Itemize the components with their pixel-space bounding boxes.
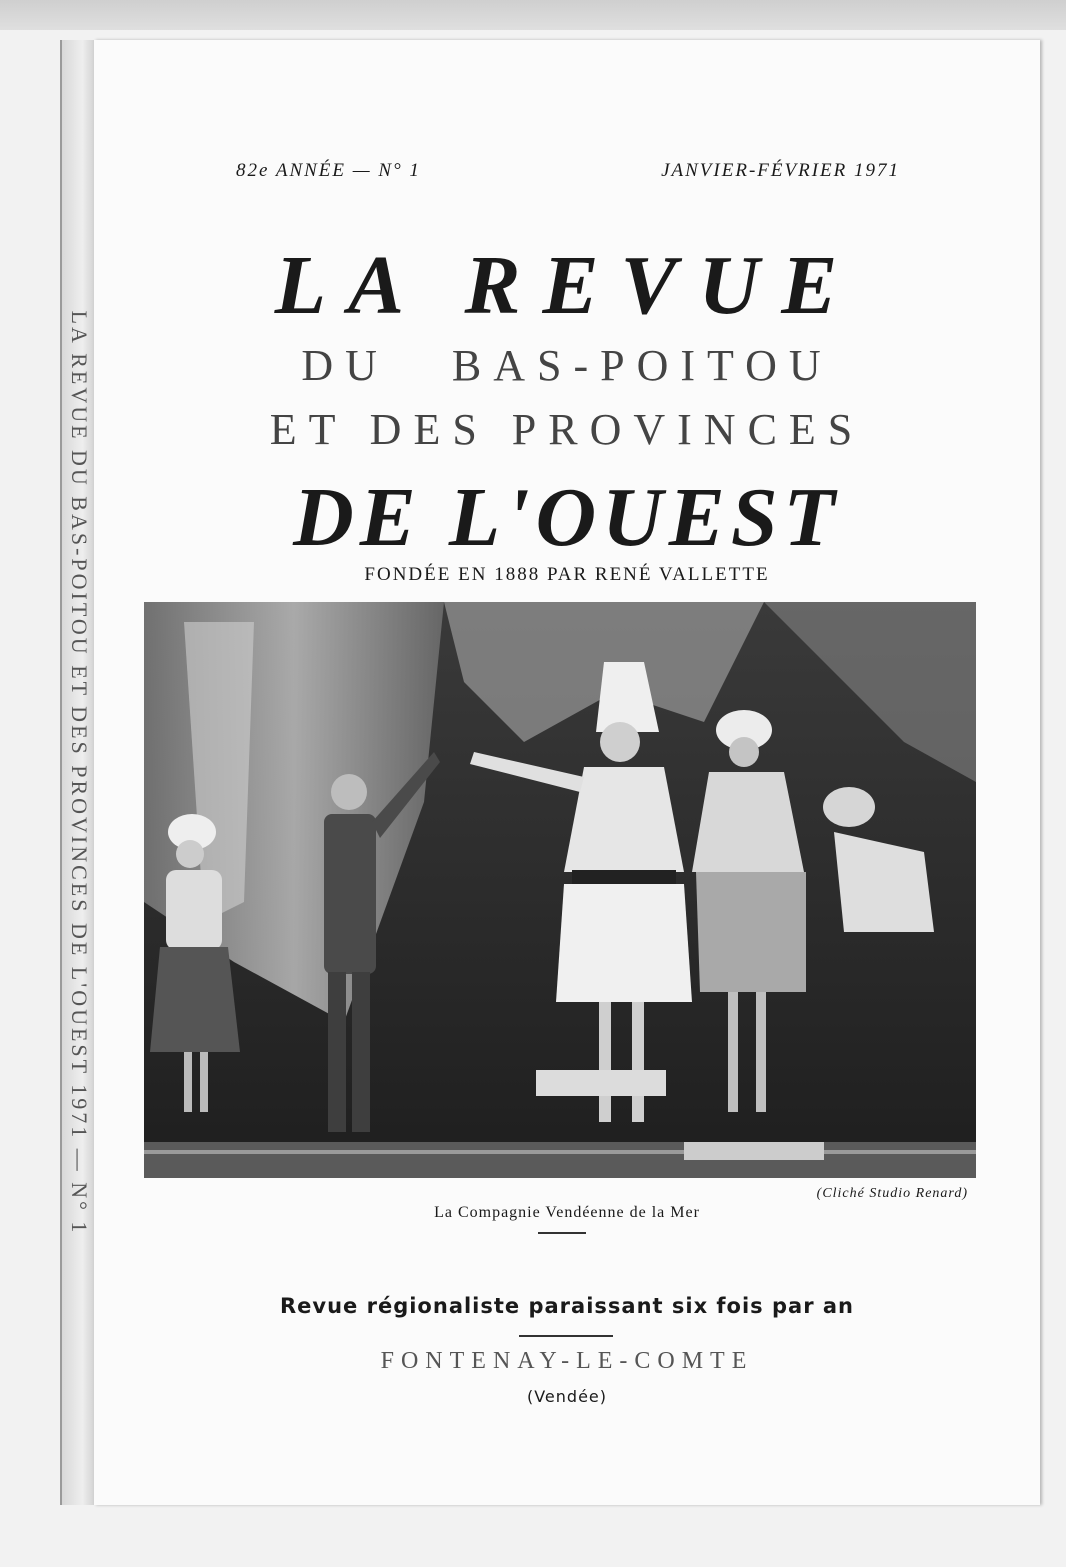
- title-de-l-ouest: DE L'OUEST: [293, 471, 841, 564]
- founded-line: FONDÉE EN 1888 PAR RENÉ VALLETTE: [364, 564, 770, 585]
- stage-dance-photo: [144, 602, 976, 1178]
- magazine-spine: [60, 40, 96, 1505]
- tagline-divider: [519, 1335, 613, 1337]
- photo-credit: (Cliché Studio Renard): [816, 1186, 968, 1201]
- title-la-revue: LA REVUE: [274, 239, 860, 332]
- spine-text: LA REVUE DU BAS-POITOU ET DES PROVINCES DE L'OUEST 1971 — N° 1: [67, 310, 92, 1235]
- publication-city: FONTENAY-LE-COMTE: [380, 1348, 754, 1374]
- title-bas-poitou: DU BAS-POITOU: [301, 341, 833, 390]
- magazine-cover: [94, 40, 1040, 1505]
- caption-divider: [538, 1232, 586, 1234]
- tagline: Revue régionaliste paraissant six fois par an: [280, 1294, 854, 1318]
- publication-department: (Vendée): [526, 1387, 607, 1406]
- issue-date: JANVIER-FÉVRIER 1971: [661, 160, 900, 181]
- issue-number: 82e ANNÉE — N° 1: [236, 160, 421, 181]
- photo-caption: La Compagnie Vendéenne de la Mer: [434, 1204, 700, 1221]
- cover-photo: [144, 602, 976, 1178]
- issue-header: [236, 160, 900, 182]
- title-provinces: ET DES PROVINCES: [269, 405, 865, 454]
